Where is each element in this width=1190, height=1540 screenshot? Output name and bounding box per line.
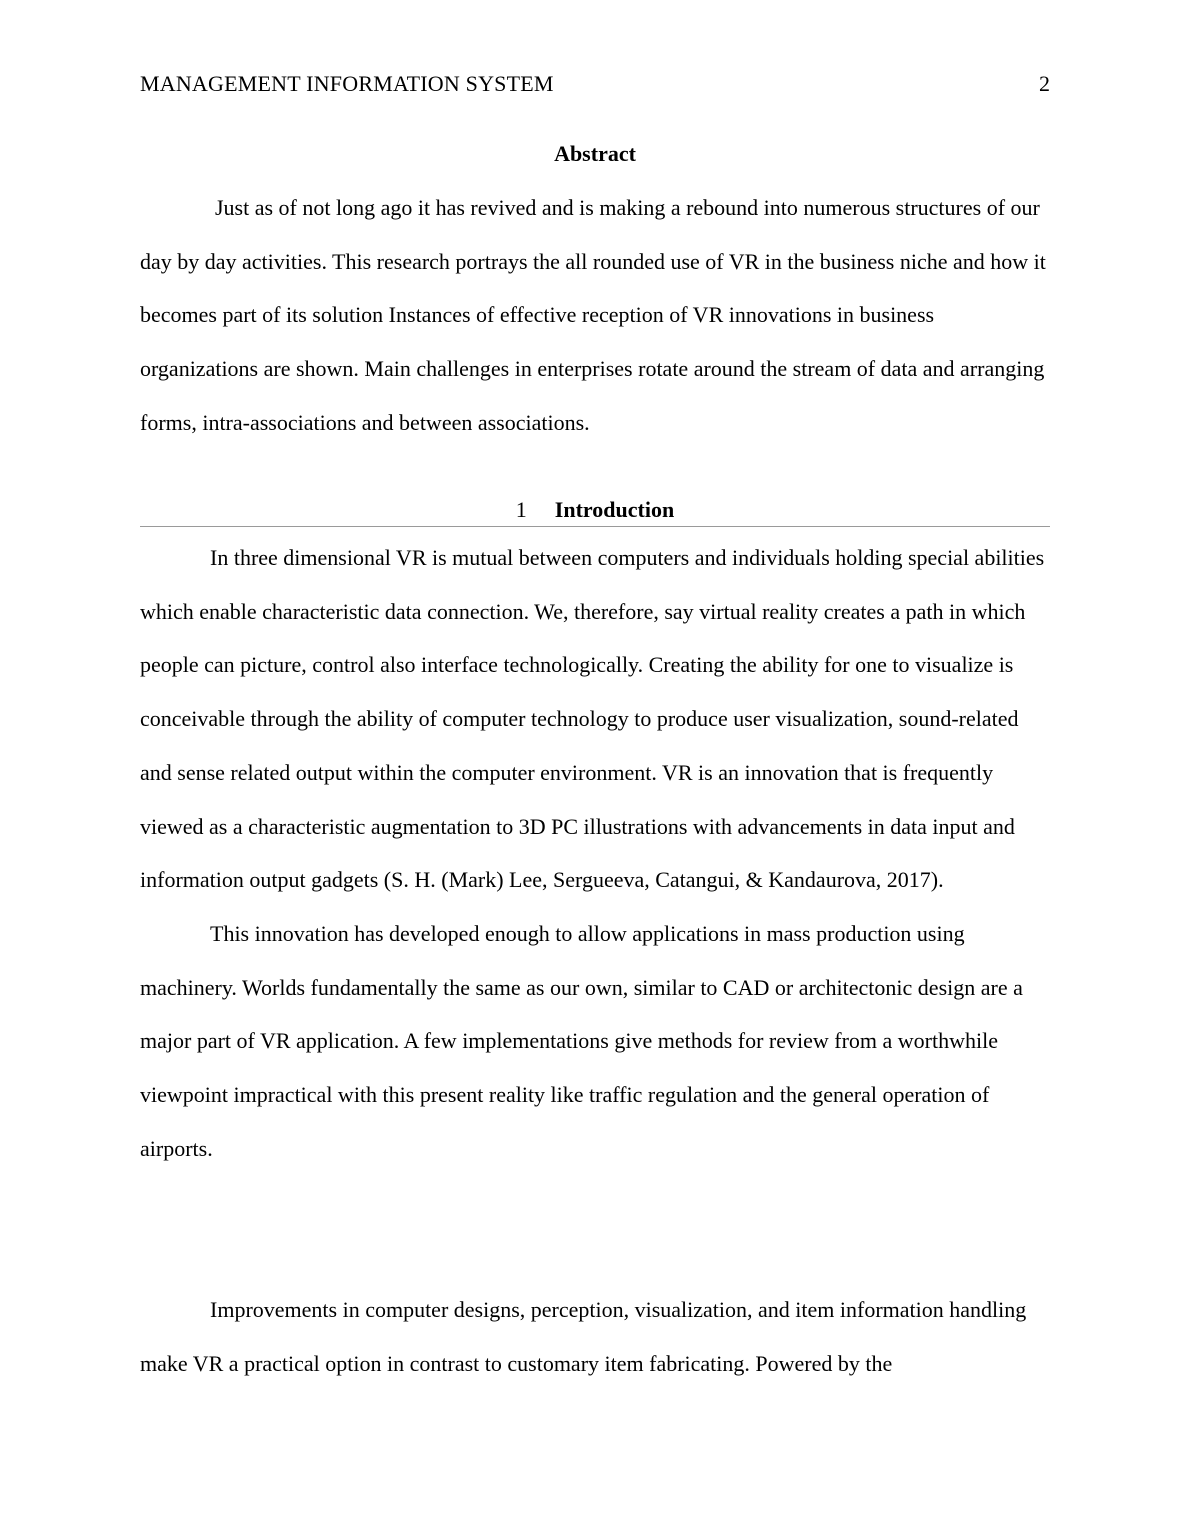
introduction-body	[140, 531, 1050, 1175]
section-heading-introduction	[140, 496, 1050, 527]
abstract-paragraph: Just as of not long ago it has revived and is making a rebound into numerous structures of our day by day activities. This research portrays the all rounded use of VR in the business niche and how it becomes part of its solution Instances of effective reception of VR innovations in business organizations are shown. Main challenges in enterprises rotate around the stream of data and arranging forms, intra-associations and between associations.	[140, 195, 1046, 435]
introduction-paragraph-1: In three dimensional VR is mutual between computers and individuals holding special abilities which enable characteristic data connection. We, therefore, say virtual reality creates a path in which people can picture, control also interface technologically. Creating the ability for one to visualize is conceivable through the ability of computer technology to produce user visualization, sound-related and sense related output within the computer environment. VR is an innovation that is frequently viewed as a characteristic augmentation to 3D PC illustrations with advancements in data input and information output gadgets (S. H. (Mark) Lee, Sergueeva, Catangui, & Kandaurova, 2017).	[140, 545, 1045, 893]
section-title: Introduction	[554, 497, 675, 522]
abstract-body	[140, 181, 1050, 450]
introduction-paragraph-2: This innovation has developed enough to allow applications in mass production using machinery. Worlds fundamentally the same as our own, similar to CAD or architectonic design are a major part of VR application. A few implementations give methods for review from a worthwhile viewpoint impractical with this present reality like traffic regulation and the general operation of airports.	[140, 920, 1023, 1161]
introduction-body-continued	[140, 1283, 1050, 1390]
section-number: 1	[515, 497, 527, 522]
introduction-paragraph-3: Improvements in computer designs, perception, visualization, and item information handling make VR a practical option in contrast to customary item fabricating. Powered by the	[140, 1297, 1027, 1376]
document-page	[140, 0, 1050, 1540]
abstract-heading: Abstract	[554, 141, 636, 166]
page-number: 2	[1039, 71, 1050, 96]
running-title: MANAGEMENT INFORMATION SYSTEM	[140, 71, 554, 96]
